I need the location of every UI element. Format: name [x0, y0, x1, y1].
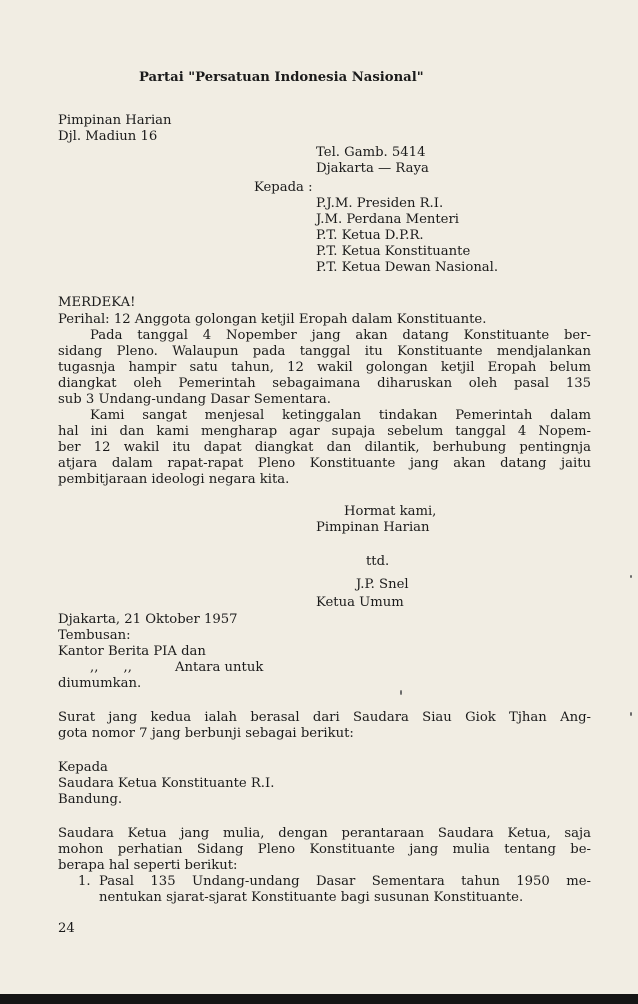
- letter-heading: Partai "Persatuan Indonesia Nasional": [139, 70, 424, 85]
- recipient-5: P.T. Ketua Dewan Nasional.: [316, 260, 499, 275]
- recipient-3: P.T. Ketua D.P.R.: [316, 228, 424, 243]
- scan-bottom-edge: [0, 994, 638, 1004]
- tembusan-line-1: Kantor Berita PIA dan: [58, 644, 206, 659]
- address2-line-2: Saudara Ketua Konstituante R.I.: [58, 776, 275, 791]
- sender-line-1: Pimpinan Harian: [58, 113, 172, 128]
- perihal: Perihal: 12 Anggota golongan ketjil Eropah dalam Konstituante.: [58, 312, 487, 327]
- closing-2: Pimpinan Harian: [316, 520, 430, 535]
- item1-number: 1.: [78, 874, 91, 889]
- para1-line-3: tugasnja hampir satu tahun, 12 wakil golongan ketjil Eropah belum: [58, 360, 591, 375]
- recipient-4: P.T. Ketua Konstituante: [316, 244, 471, 259]
- recipient-2: J.M. Perdana Menteri: [316, 212, 460, 227]
- address2-line-1: Kepada: [58, 760, 108, 775]
- kepada-label: Kepada :: [254, 180, 313, 195]
- tembusan-line-2: Antara untuk: [175, 660, 264, 675]
- page-number: 24: [58, 921, 75, 936]
- signer-name: J.P. Snel: [356, 577, 409, 592]
- ink-speck: [400, 690, 402, 695]
- para1-line-5: sub 3 Undang-undang Dasar Sementara.: [58, 392, 331, 407]
- sender-line-2: Djl. Madiun 16: [58, 129, 158, 144]
- date-line: Djakarta, 21 Oktober 1957: [58, 612, 238, 627]
- recipient-1: P.J.M. Presiden R.I.: [316, 196, 444, 211]
- ink-speck: [630, 712, 632, 716]
- item1-line-1: Pasal 135 Undang-undang Dasar Sementara tahun 1950 me-: [99, 874, 591, 889]
- para2-line-4: atjara dalam rapat-rapat Pleno Konstituante jang akan datang jaitu: [58, 456, 591, 471]
- ink-speck: [630, 575, 632, 578]
- para1-line-2: sidang Pleno. Walaupun pada tanggal itu Konstituante mendjalankan: [58, 344, 591, 359]
- address2-line-3: Bandung.: [58, 792, 123, 807]
- para2-line-3: ber 12 wakil itu dapat diangkat dan dilantik, berhubung pentingnja: [58, 440, 591, 455]
- body2-line-3: berapa hal seperti berikut:: [58, 858, 238, 873]
- para1-line-4: diangkat oleh Pemerintah sebagaimana diharuskan oleh pasal 135: [58, 376, 591, 391]
- tembusan-line-3: diumumkan.: [58, 676, 142, 691]
- city: Djakarta — Raya: [316, 161, 429, 176]
- body2-line-2: mohon perhatian Sidang Pleno Konstituante jang mulia tentang be-: [58, 842, 591, 857]
- para2-line-2: hal ini dan kami mengharap agar supaja sebelum tanggal 4 Nopem-: [58, 424, 591, 439]
- tembusan-ditto: ,, ,,: [90, 660, 132, 675]
- intro2-line-2: gota nomor 7 jang berbunji sebagai berikut:: [58, 726, 354, 741]
- para1-line-1: Pada tanggal 4 Nopember jang akan datang Konstituante ber-: [90, 328, 591, 343]
- intro2-line-1: Surat jang kedua ialah berasal dari Saudara Siau Giok Tjhan Ang-: [58, 710, 591, 725]
- body2-line-1: Saudara Ketua jang mulia, dengan perantaraan Saudara Ketua, saja: [58, 826, 591, 841]
- item1-line-2: nentukan sjarat-sjarat Konstituante bagi susunan Konstituante.: [99, 890, 524, 905]
- signer-title: Ketua Umum: [316, 595, 404, 610]
- greeting: MERDEKA!: [58, 295, 136, 310]
- closing-1: Hormat kami,: [344, 504, 437, 519]
- para2-line-1: Kami sangat menjesal ketinggalan tindakan Pemerintah dalam: [90, 408, 591, 423]
- ttd: ttd.: [366, 554, 390, 569]
- tembusan-label: Tembusan:: [58, 628, 131, 643]
- telephone: Tel. Gamb. 5414: [316, 145, 426, 160]
- para2-line-5: pembitjaraan ideologi negara kita.: [58, 472, 290, 487]
